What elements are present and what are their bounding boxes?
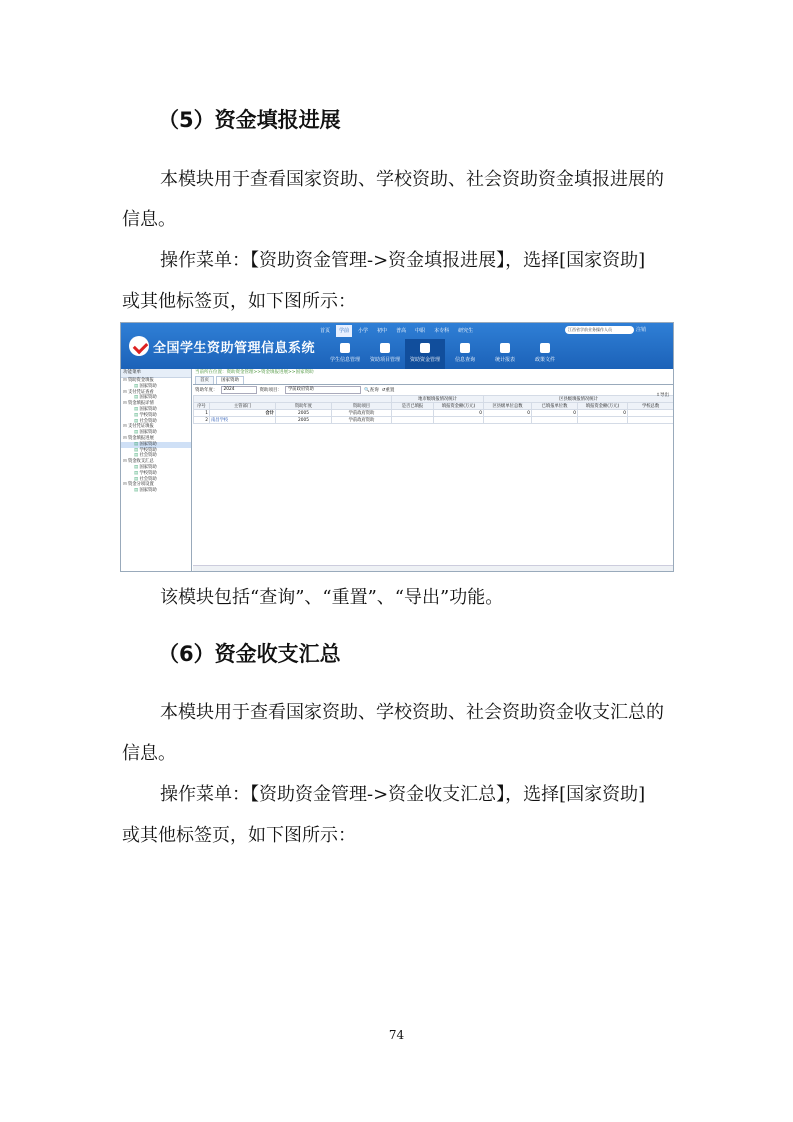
pie-chart-icon <box>500 343 510 353</box>
tree-item[interactable]: ▤ 社会资助 <box>121 477 191 483</box>
year-select[interactable]: 2024 <box>221 386 257 394</box>
filter-bar <box>193 385 673 395</box>
breadcrumb: 当前所在位置：资助资金管理>>资金填报进展>>国家资助 <box>195 370 314 375</box>
tree-item[interactable]: ▤ 国家资助 <box>121 407 191 413</box>
tree-group[interactable]: ⊟ 支付凭证查看 <box>121 390 191 396</box>
project-select[interactable]: 学前政府资助 <box>285 386 361 394</box>
function-tree <box>121 378 191 494</box>
nav-undergrad[interactable]: 本专科 <box>434 328 450 334</box>
nav-vocational[interactable]: 中职 <box>415 328 426 334</box>
logout-link[interactable]: 注销 <box>636 327 647 333</box>
tree-item[interactable]: ▤ 国家资助 <box>121 430 191 436</box>
table-row: 1 合计 2005 学前政府资助 0 0 0 0 <box>194 410 674 417</box>
module-nav <box>325 339 565 369</box>
col-header: 资助项目 <box>332 403 392 410</box>
tree-group[interactable]: ⊟ 资助资金填报 <box>121 378 191 384</box>
nav-senior[interactable]: 普高 <box>396 328 407 334</box>
tree-group[interactable]: ⊟ 资金分项设置 <box>121 482 191 488</box>
col-header: 学校总数 <box>628 403 674 410</box>
module-student-info[interactable]: 学生信息管理 <box>325 339 365 369</box>
tab-home[interactable]: 首页 <box>195 376 214 384</box>
region-select[interactable]: 江西省学前业务操作人员 <box>565 326 634 334</box>
tab-national[interactable]: 国家资助 <box>216 376 244 384</box>
nav-primary[interactable]: 小学 <box>358 328 369 334</box>
col-header: 填报资金额(万元) <box>578 403 628 410</box>
nav-graduate[interactable]: 研究生 <box>458 328 474 334</box>
col-header: 是否已填报 <box>392 403 434 410</box>
nav-preschool[interactable]: 学前 <box>336 325 352 337</box>
dept-link[interactable]: 南昌学校 <box>210 417 276 424</box>
tree-item[interactable]: ▤ 国家资助 <box>121 384 191 390</box>
tree-item[interactable]: ▤ 国家资助 <box>121 465 191 471</box>
section-heading: （5）资金填报进展 <box>158 108 341 132</box>
tree-item[interactable]: ▤ 学校资助 <box>121 448 191 454</box>
horizontal-scrollbar[interactable] <box>193 565 673 571</box>
paragraph: 该模块包括“查询”、“重置”、“导出”功能。 <box>160 587 504 608</box>
col-header: 已填报单位数 <box>532 403 578 410</box>
query-button[interactable]: 🔍查询 <box>364 388 379 393</box>
table-row: 2 南昌学校 2005 学前政府资助 <box>194 417 674 424</box>
paragraph: 或其他标签页，如下图所示： <box>122 825 356 846</box>
paragraph: 信息。 <box>122 209 176 230</box>
system-screenshot <box>120 322 674 572</box>
document-icon <box>540 343 550 353</box>
col-header: 填报资金额(万元) <box>434 403 484 410</box>
nav-home[interactable]: 首页 <box>320 328 331 334</box>
tab-bar <box>193 376 673 385</box>
tree-item[interactable]: ▤ 国家资助 <box>121 488 191 494</box>
tree-item[interactable]: ▤ 社会资助 <box>121 419 191 425</box>
paragraph: 本模块用于查看国家资助、学校资助、社会资助资金填报进展的 <box>160 169 664 190</box>
module-policy[interactable]: 政策文件 <box>525 339 565 369</box>
paragraph: 本模块用于查看国家资助、学校资助、社会资助资金收支汇总的 <box>160 702 664 723</box>
main-panel <box>193 369 673 571</box>
system-title: 全国学生资助管理信息系统 <box>153 341 316 356</box>
tree-item[interactable]: ▤ 国家资助 <box>121 442 191 448</box>
quick-nav <box>317 325 476 337</box>
module-query[interactable]: 信息查询 <box>445 339 485 369</box>
col-header: 区县级单位总数 <box>484 403 532 410</box>
sidebar-title: 功能菜单 <box>121 369 191 378</box>
export-button[interactable]: ⇪导出 <box>656 393 669 398</box>
module-funds[interactable]: 资助资金管理 <box>405 339 445 369</box>
briefcase-icon <box>380 343 390 353</box>
col-header: 主管部门 <box>210 403 276 410</box>
tree-item[interactable]: ▤ 社会资助 <box>121 453 191 459</box>
module-project[interactable]: 资助项目管理 <box>365 339 405 369</box>
tree-group[interactable]: ⊟ 资金填报详情 <box>121 401 191 407</box>
project-label: 资助项目： <box>259 388 282 393</box>
reset-button[interactable]: ↺重置 <box>381 388 395 393</box>
group-county-header: 区县级填报情况统计 <box>484 396 674 403</box>
tree-group[interactable]: ⊟ 资金收支汇总 <box>121 459 191 465</box>
tree-group[interactable]: ⊟ 资金填报进展 <box>121 436 191 442</box>
sidebar <box>121 369 192 571</box>
top-bar <box>121 323 673 369</box>
page-number: 74 <box>388 1028 405 1042</box>
tree-group[interactable]: ⊟ 支付凭证填报 <box>121 424 191 430</box>
tree-item[interactable]: ▤ 学校资助 <box>121 413 191 419</box>
paragraph: 或其他标签页，如下图所示： <box>122 291 356 312</box>
logo-icon <box>129 336 149 356</box>
paragraph: 操作菜单：【资助资金管理->资金填报进展】，选择[国家资助] <box>160 250 646 271</box>
col-header: 序号 <box>194 403 210 410</box>
wallet-icon <box>420 343 430 353</box>
group-city-header: 地市级填报情况统计 <box>392 396 484 403</box>
tree-item[interactable]: ▤ 国家资助 <box>121 395 191 401</box>
tree-item[interactable]: ▤ 学校资助 <box>121 471 191 477</box>
search-doc-icon <box>460 343 470 353</box>
users-icon <box>340 343 350 353</box>
paragraph: 信息。 <box>122 743 176 764</box>
nav-junior[interactable]: 初中 <box>377 328 388 334</box>
paragraph: 操作菜单：【资助资金管理->资金收支汇总】，选择[国家资助] <box>160 784 646 805</box>
col-header: 资助年度 <box>276 403 332 410</box>
progress-table <box>193 395 674 424</box>
section-heading: （6）资金收支汇总 <box>158 642 341 666</box>
module-report[interactable]: 统计报表 <box>485 339 525 369</box>
year-label: 资助年度： <box>195 388 218 393</box>
